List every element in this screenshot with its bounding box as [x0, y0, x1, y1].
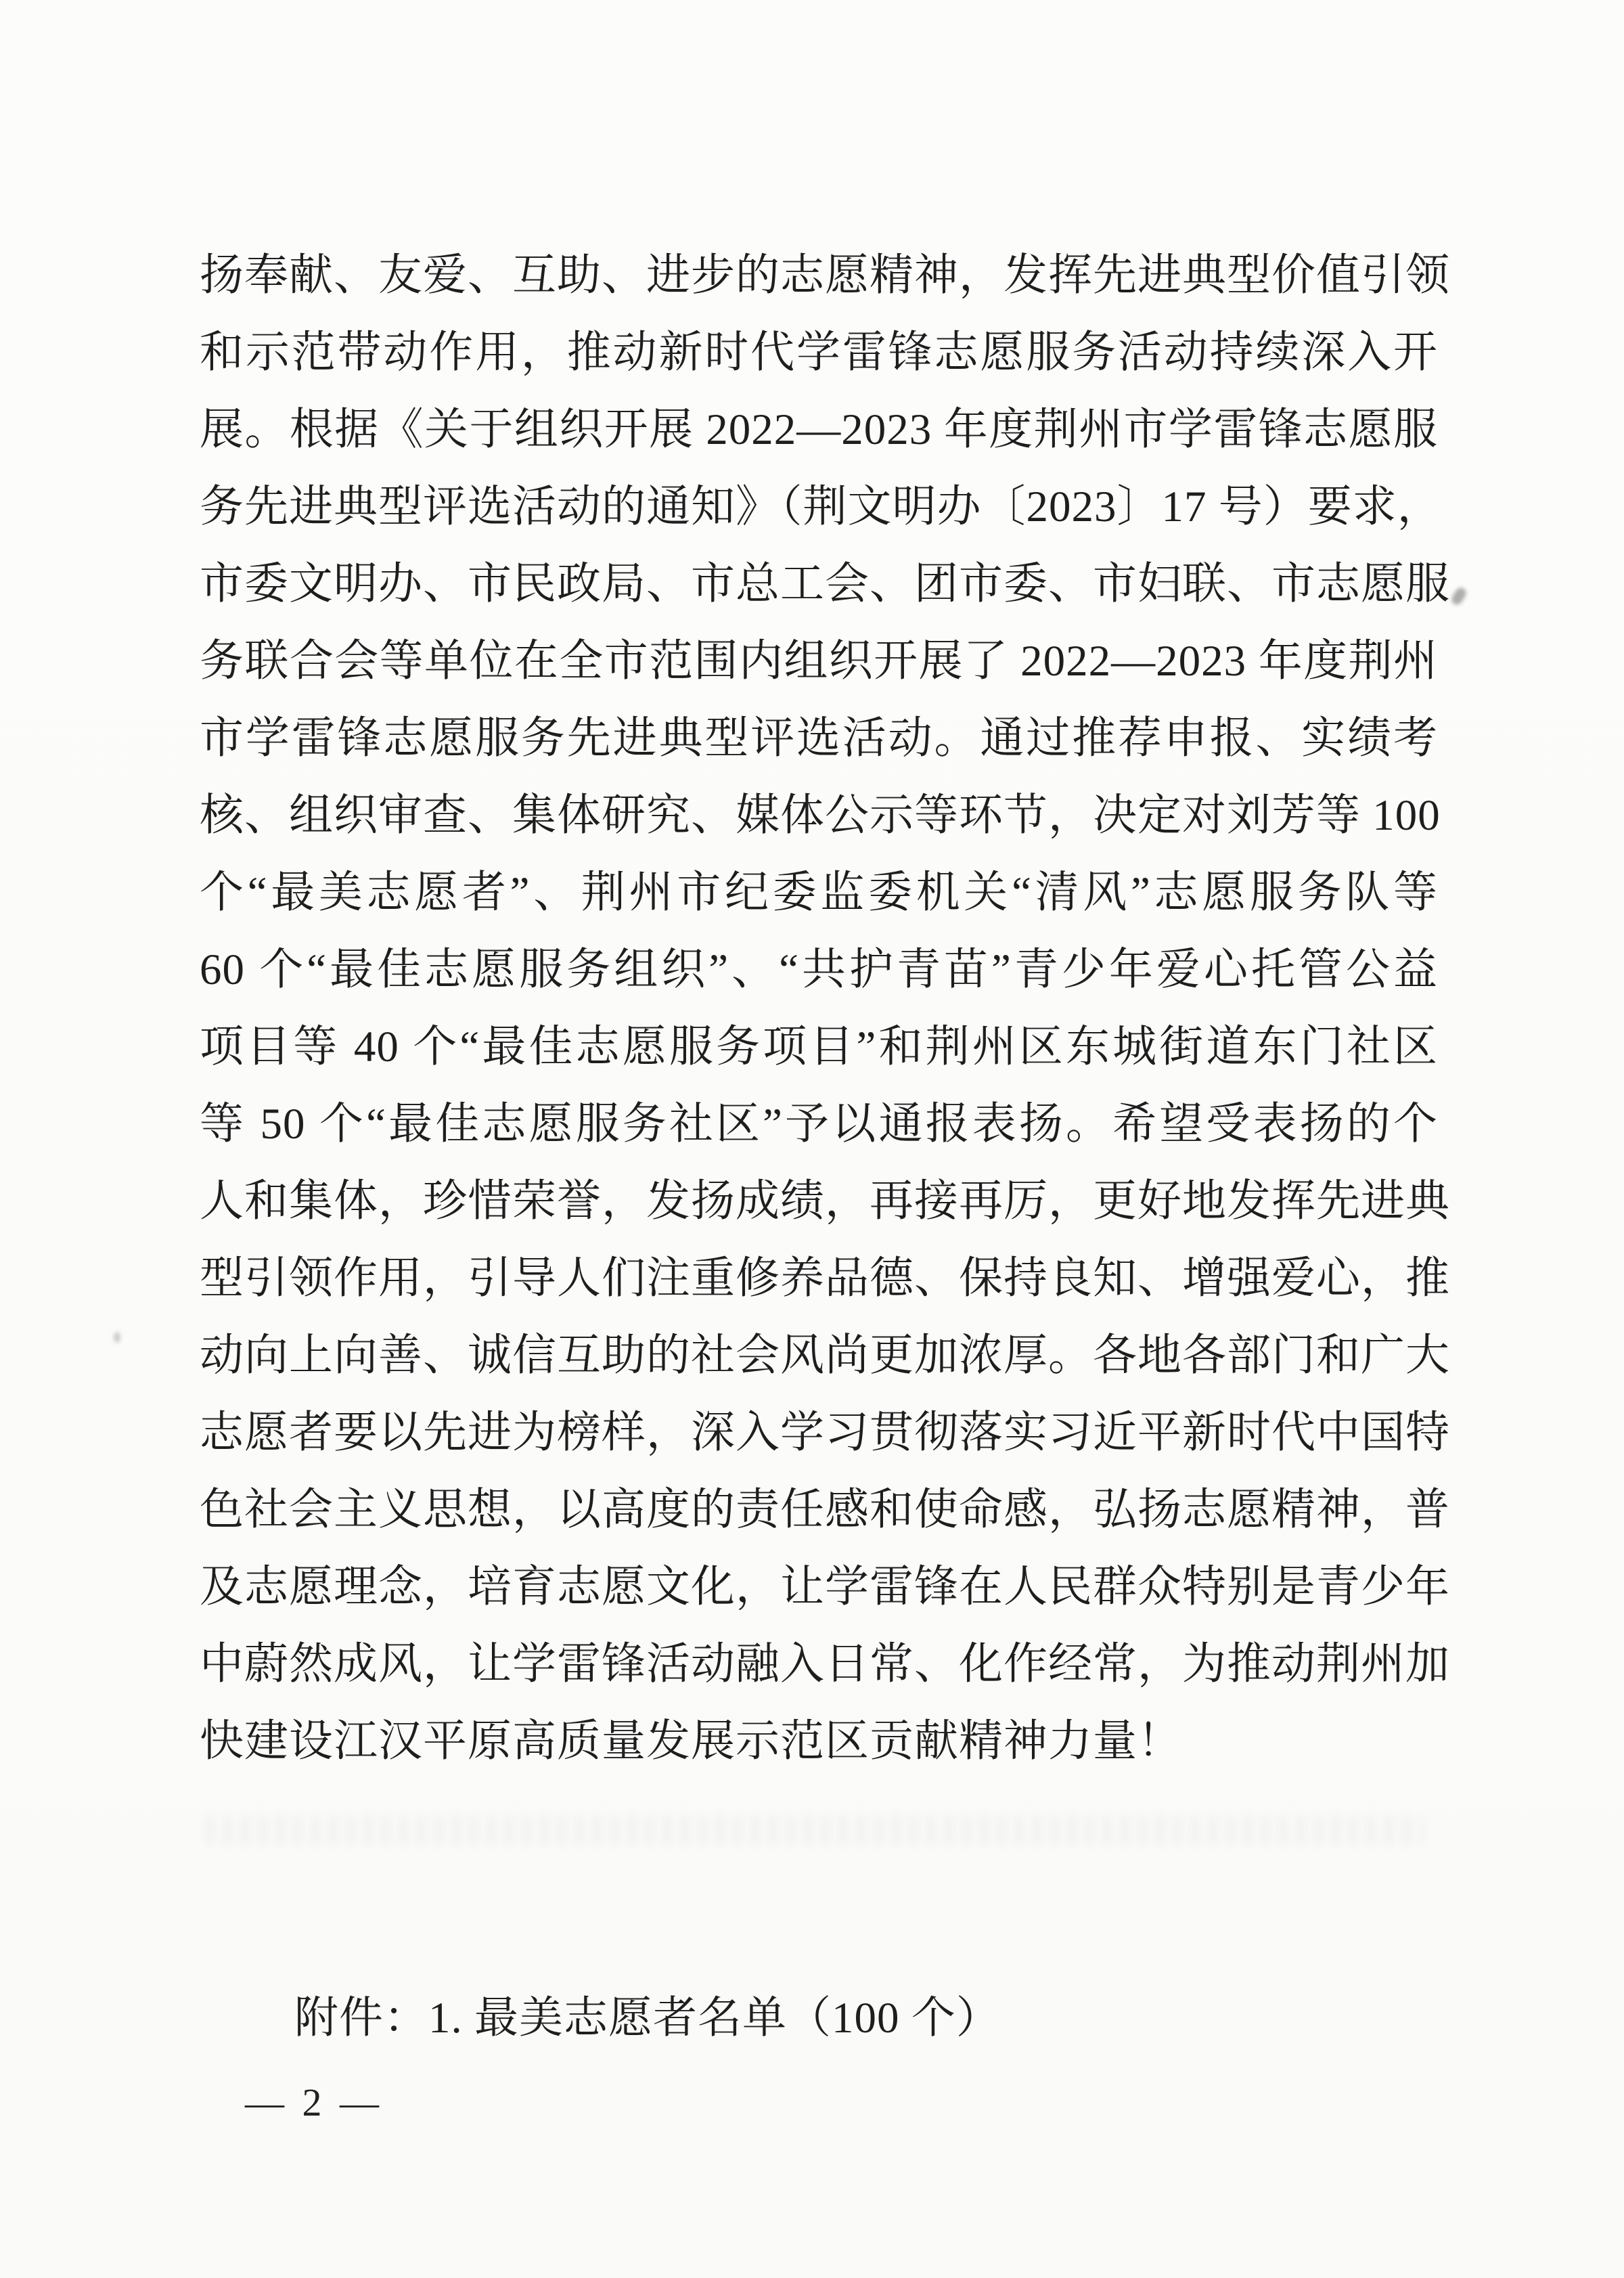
body-text-line: 项目等 40 个“最佳志愿服务项目”和荆州区东城街道东门社区 [200, 1023, 1438, 1071]
scan-speck-artifact [114, 1332, 120, 1343]
body-text-line: 中蔚然成风，让学雷锋活动融入日常、化作经常，为推动荆州加 [200, 1640, 1451, 1689]
body-text-line: 动向上向善、诚信互助的社会风尚更加浓厚。各地各部门和广大 [200, 1331, 1451, 1380]
body-text-line: 个“最美志愿者”、荆州市纪委监委机关“清风”志愿服务队等 [200, 868, 1438, 917]
body-text-line: 核、组织审查、集体研究、媒体公示等环节，决定对刘芳等 100 [200, 791, 1441, 840]
body-text-line: 及志愿理念，培育志愿文化，让学雷锋在人民群众特别是青少年 [200, 1563, 1451, 1611]
attachment-line: 附件：1. 最美志愿者名单（100 个） [294, 1994, 1001, 2042]
scan-bleedthrough-artifact [206, 1815, 1424, 1846]
document-body-text [200, 237, 1451, 1780]
body-text-line: 60 个“最佳志愿服务组织”、“共护青苗”青少年爱心托管公益 [200, 945, 1438, 994]
body-text-line: 型引领作用，引导人们注重修养品德、保持良知、增强爱心，推 [200, 1254, 1451, 1303]
scan-speck-artifact [1449, 586, 1468, 607]
page-number: — 2 — [245, 2080, 383, 2124]
body-text-line: 快建设江汉平原高质量发展示范区贡献精神力量！ [200, 1717, 1183, 1766]
body-text-line: 务先进典型评选活动的通知》（荆文明办〔2023〕17 号）要求， [200, 483, 1442, 531]
body-text-line: 扬奉献、友爱、互助、进步的志愿精神，发挥先进典型价值引领 [200, 251, 1451, 300]
body-text-line: 市学雷锋志愿服务先进典型评选活动。通过推荐申报、实绩考 [200, 714, 1438, 763]
body-text-line: 色社会主义思想，以高度的责任感和使命感，弘扬志愿精神，普 [200, 1486, 1451, 1534]
body-text-line: 人和集体，珍惜荣誉，发扬成绩，再接再厉，更好地发挥先进典 [200, 1177, 1451, 1226]
body-text-line: 展。根据《关于组织开展 2022—2023 年度荆州市学雷锋志愿服 [200, 405, 1438, 454]
body-text-line: 和示范带动作用，推动新时代学雷锋志愿服务活动持续深入开 [200, 328, 1438, 377]
body-text-line: 务联合会等单位在全市范围内组织开展了 2022—2023 年度荆州 [200, 637, 1438, 686]
body-text-line: 等 50 个“最佳志愿服务社区”予以通报表扬。希望受表扬的个 [200, 1100, 1438, 1148]
body-text-line: 志愿者要以先进为榜样，深入学习贯彻落实习近平新时代中国特 [200, 1408, 1451, 1457]
body-text-line: 市委文明办、市民政局、市总工会、团市委、市妇联、市志愿服 [200, 560, 1451, 608]
